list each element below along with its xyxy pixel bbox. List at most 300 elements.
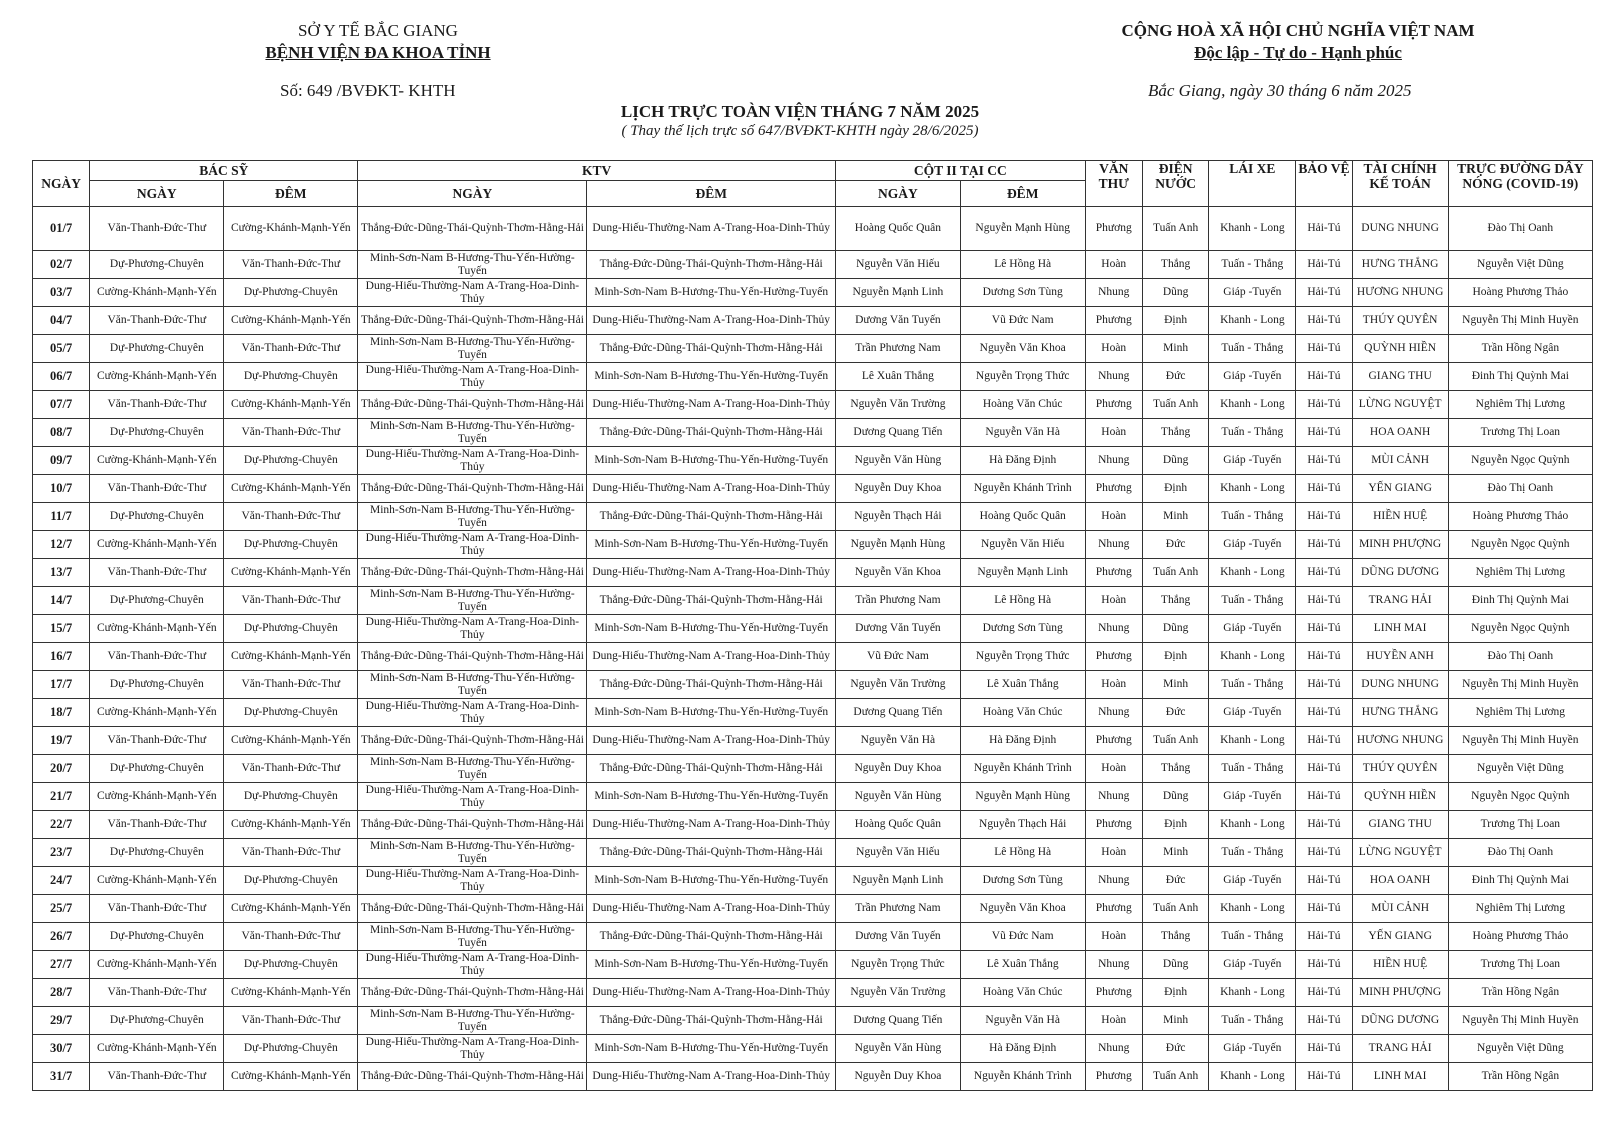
finance-cell: HƯƠNG NHUNG: [1352, 279, 1448, 307]
table-row: [33, 279, 1593, 307]
driver-cell: Tuấn - Thắng: [1209, 755, 1296, 783]
electric-water-cell: Tuấn Anh: [1142, 207, 1208, 251]
electric-water-cell: Định: [1142, 475, 1208, 503]
driver-cell: Giáp -Tuyến: [1209, 951, 1296, 979]
emergency-night-cell: Nguyễn Mạnh Hùng: [960, 783, 1085, 811]
national-header: [1098, 20, 1498, 64]
doctor-day-cell: Văn-Thanh-Đức-Thư: [90, 727, 224, 755]
emergency-day-cell: Dương Quang Tiến: [836, 699, 961, 727]
schedule-body: [33, 207, 1593, 1091]
finance-cell: QUỲNH HIỀN: [1352, 783, 1448, 811]
tech-night-cell: Thắng-Đức-Dũng-Thái-Quỳnh-Thơm-Hằng-Hải: [587, 839, 836, 867]
clerk-cell: Nhung: [1085, 699, 1142, 727]
doctor-night-cell: Cường-Khánh-Mạnh-Yến: [224, 727, 358, 755]
doctor-night-cell: Dự-Phương-Chuyên: [224, 447, 358, 475]
doctor-night-cell: Văn-Thanh-Đức-Thư: [224, 251, 358, 279]
emergency-day-cell: Nguyễn Duy Khoa: [836, 1063, 961, 1091]
tech-day-cell: Thắng-Đức-Dũng-Thái-Quỳnh-Thơm-Hằng-Hải: [358, 811, 587, 839]
date-cell: 05/7: [33, 335, 90, 363]
clerk-cell: Nhung: [1085, 615, 1142, 643]
finance-cell: TRANG HẢI: [1352, 587, 1448, 615]
tech-day-cell: Thắng-Đức-Dũng-Thái-Quỳnh-Thơm-Hằng-Hải: [358, 1063, 587, 1091]
emergency-day-cell: Dương Quang Tiến: [836, 1007, 961, 1035]
clerk-cell: Hoàn: [1085, 335, 1142, 363]
finance-cell: GIANG THU: [1352, 363, 1448, 391]
table-row: [33, 559, 1593, 587]
doctor-night-cell: Cường-Khánh-Mạnh-Yến: [224, 979, 358, 1007]
clerk-cell: Phương: [1085, 979, 1142, 1007]
tech-night-cell: Thắng-Đức-Dũng-Thái-Quỳnh-Thơm-Hằng-Hải: [587, 671, 836, 699]
table-row: [33, 503, 1593, 531]
emergency-night-cell: Dương Sơn Tùng: [960, 615, 1085, 643]
tech-night-cell: Minh-Sơn-Nam B-Hương-Thu-Yến-Hường-Tuyến: [587, 867, 836, 895]
col-header-hotline: TRỰC ĐƯỜNG DÂY NÓNG (COVID-19): [1448, 161, 1592, 207]
emergency-day-cell: Nguyễn Văn Trường: [836, 391, 961, 419]
clerk-cell: Nhung: [1085, 951, 1142, 979]
tech-night-cell: Thắng-Đức-Dũng-Thái-Quỳnh-Thơm-Hằng-Hải: [587, 335, 836, 363]
tech-night-cell: Minh-Sơn-Nam B-Hương-Thu-Yến-Hường-Tuyến: [587, 363, 836, 391]
tech-night-cell: Minh-Sơn-Nam B-Hương-Thu-Yến-Hường-Tuyến: [587, 699, 836, 727]
emergency-night-cell: Nguyễn Khánh Trình: [960, 1063, 1085, 1091]
national-title: CỘNG HOÀ XÃ HỘI CHỦ NGHĨA VIỆT NAM: [1121, 21, 1475, 40]
doctor-day-cell: Văn-Thanh-Đức-Thư: [90, 1063, 224, 1091]
tech-night-cell: Dung-Hiếu-Thường-Nam A-Trang-Hoa-Dinh-Thủy: [587, 643, 836, 671]
security-cell: Hải-Tú: [1296, 1007, 1352, 1035]
table-row: [33, 615, 1593, 643]
tech-day-cell: Dung-Hiếu-Thường-Nam A-Trang-Hoa-Dinh-Thủy: [358, 783, 587, 811]
doctor-night-cell: Văn-Thanh-Đức-Thư: [224, 503, 358, 531]
hotline-cell: Nghiêm Thị Lương: [1448, 699, 1592, 727]
driver-cell: Khanh - Long: [1209, 979, 1296, 1007]
table-row: [33, 979, 1593, 1007]
col-header-tech-night: ĐÊM: [587, 181, 836, 207]
date-cell: 31/7: [33, 1063, 90, 1091]
date-cell: 14/7: [33, 587, 90, 615]
document-number: Số: 649 /BVĐKT- KHTH: [280, 81, 456, 100]
electric-water-cell: Dũng: [1142, 279, 1208, 307]
date-cell: 29/7: [33, 1007, 90, 1035]
security-cell: Hải-Tú: [1296, 531, 1352, 559]
duty-schedule-table: [32, 160, 1593, 1091]
doctor-day-cell: Cường-Khánh-Mạnh-Yến: [90, 531, 224, 559]
doctor-night-cell: Dự-Phương-Chuyên: [224, 1035, 358, 1063]
clerk-cell: Hoàn: [1085, 671, 1142, 699]
date-cell: 22/7: [33, 811, 90, 839]
electric-water-cell: Tuấn Anh: [1142, 559, 1208, 587]
tech-day-cell: Thắng-Đức-Dũng-Thái-Quỳnh-Thơm-Hằng-Hải: [358, 643, 587, 671]
doctor-day-cell: Văn-Thanh-Đức-Thư: [90, 979, 224, 1007]
tech-night-cell: Thắng-Đức-Dũng-Thái-Quỳnh-Thơm-Hằng-Hải: [587, 251, 836, 279]
date-cell: 01/7: [33, 207, 90, 251]
date-cell: 21/7: [33, 783, 90, 811]
electric-water-cell: Tuấn Anh: [1142, 1063, 1208, 1091]
col-header-driver: LÁI XE: [1209, 161, 1296, 207]
driver-cell: Khanh - Long: [1209, 643, 1296, 671]
doctor-day-cell: Dự-Phương-Chuyên: [90, 923, 224, 951]
emergency-night-cell: Lê Hồng Hà: [960, 587, 1085, 615]
col-header-date: NGÀY: [33, 161, 90, 207]
doctor-day-cell: Dự-Phương-Chuyên: [90, 419, 224, 447]
date-cell: 07/7: [33, 391, 90, 419]
clerk-cell: Phương: [1085, 811, 1142, 839]
driver-cell: Khanh - Long: [1209, 307, 1296, 335]
clerk-cell: Hoàn: [1085, 755, 1142, 783]
tech-day-cell: Minh-Sơn-Nam B-Hương-Thu-Yến-Hường-Tuyến: [358, 755, 587, 783]
emergency-night-cell: Nguyễn Trọng Thức: [960, 363, 1085, 391]
driver-cell: Giáp -Tuyến: [1209, 363, 1296, 391]
electric-water-cell: Đức: [1142, 699, 1208, 727]
emergency-night-cell: Lê Hồng Hà: [960, 251, 1085, 279]
electric-water-cell: Thắng: [1142, 587, 1208, 615]
electric-water-cell: Tuấn Anh: [1142, 727, 1208, 755]
doctor-night-cell: Văn-Thanh-Đức-Thư: [224, 587, 358, 615]
table-row: [33, 895, 1593, 923]
hotline-cell: Nguyễn Ngọc Quỳnh: [1448, 531, 1592, 559]
emergency-night-cell: Dương Sơn Tùng: [960, 279, 1085, 307]
doctor-day-cell: Cường-Khánh-Mạnh-Yến: [90, 447, 224, 475]
doctor-night-cell: Dự-Phương-Chuyên: [224, 615, 358, 643]
date-cell: 10/7: [33, 475, 90, 503]
finance-cell: LỪNG NGUYỆT: [1352, 839, 1448, 867]
security-cell: Hải-Tú: [1296, 979, 1352, 1007]
tech-day-cell: Dung-Hiếu-Thường-Nam A-Trang-Hoa-Dinh-Thủy: [358, 447, 587, 475]
doctor-day-cell: Dự-Phương-Chuyên: [90, 251, 224, 279]
col-header-security: BẢO VỆ: [1296, 161, 1352, 207]
electric-water-cell: Minh: [1142, 335, 1208, 363]
doctor-night-cell: Văn-Thanh-Đức-Thư: [224, 335, 358, 363]
hotline-cell: Nguyễn Thị Minh Huyền: [1448, 671, 1592, 699]
security-cell: Hải-Tú: [1296, 307, 1352, 335]
emergency-day-cell: Dương Quang Tiến: [836, 419, 961, 447]
table-row: [33, 307, 1593, 335]
col-header-tech-day: NGÀY: [358, 181, 587, 207]
emergency-day-cell: Nguyễn Duy Khoa: [836, 475, 961, 503]
hotline-cell: Trương Thị Loan: [1448, 951, 1592, 979]
doctor-night-cell: Văn-Thanh-Đức-Thư: [224, 419, 358, 447]
emergency-day-cell: Trần Phương Nam: [836, 335, 961, 363]
driver-cell: Giáp -Tuyến: [1209, 531, 1296, 559]
security-cell: Hải-Tú: [1296, 727, 1352, 755]
security-cell: Hải-Tú: [1296, 475, 1352, 503]
driver-cell: Giáp -Tuyến: [1209, 1035, 1296, 1063]
emergency-day-cell: Nguyễn Văn Hà: [836, 727, 961, 755]
emergency-day-cell: Trần Phương Nam: [836, 587, 961, 615]
doctor-day-cell: Văn-Thanh-Đức-Thư: [90, 391, 224, 419]
doctor-day-cell: Cường-Khánh-Mạnh-Yến: [90, 279, 224, 307]
doctor-day-cell: Cường-Khánh-Mạnh-Yến: [90, 951, 224, 979]
agency-header: [228, 20, 528, 64]
clerk-cell: Phương: [1085, 307, 1142, 335]
tech-night-cell: Dung-Hiếu-Thường-Nam A-Trang-Hoa-Dinh-Thủy: [587, 207, 836, 251]
emergency-day-cell: Nguyễn Văn Hiếu: [836, 839, 961, 867]
driver-cell: Khanh - Long: [1209, 811, 1296, 839]
finance-cell: HƯƠNG NHUNG: [1352, 727, 1448, 755]
doctor-day-cell: Dự-Phương-Chuyên: [90, 755, 224, 783]
security-cell: Hải-Tú: [1296, 503, 1352, 531]
table-row: [33, 783, 1593, 811]
table-row: [33, 755, 1593, 783]
date-cell: 26/7: [33, 923, 90, 951]
date-cell: 23/7: [33, 839, 90, 867]
table-row: [33, 475, 1593, 503]
emergency-night-cell: Nguyễn Văn Khoa: [960, 335, 1085, 363]
security-cell: Hải-Tú: [1296, 615, 1352, 643]
finance-cell: LINH MAI: [1352, 1063, 1448, 1091]
hotline-cell: Nguyễn Thị Minh Huyền: [1448, 307, 1592, 335]
emergency-night-cell: Nguyễn Mạnh Linh: [960, 559, 1085, 587]
date-cell: 09/7: [33, 447, 90, 475]
date-cell: 08/7: [33, 419, 90, 447]
table-row: [33, 1063, 1593, 1091]
doctor-day-cell: Dự-Phương-Chuyên: [90, 335, 224, 363]
security-cell: Hải-Tú: [1296, 699, 1352, 727]
emergency-day-cell: Nguyễn Mạnh Linh: [836, 279, 961, 307]
emergency-night-cell: Vũ Đức Nam: [960, 307, 1085, 335]
table-row: [33, 811, 1593, 839]
emergency-night-cell: Nguyễn Mạnh Hùng: [960, 207, 1085, 251]
electric-water-cell: Đức: [1142, 867, 1208, 895]
electric-water-cell: Minh: [1142, 671, 1208, 699]
table-row: [33, 335, 1593, 363]
hotline-cell: Nghiêm Thị Lương: [1448, 895, 1592, 923]
clerk-cell: Hoàn: [1085, 251, 1142, 279]
document-date: Bắc Giang, ngày 30 tháng 6 năm 2025: [1148, 81, 1412, 100]
doctor-day-cell: Văn-Thanh-Đức-Thư: [90, 811, 224, 839]
security-cell: Hải-Tú: [1296, 207, 1352, 251]
doctor-day-cell: Cường-Khánh-Mạnh-Yến: [90, 1035, 224, 1063]
driver-cell: Khanh - Long: [1209, 895, 1296, 923]
tech-night-cell: Dung-Hiếu-Thường-Nam A-Trang-Hoa-Dinh-Thủy: [587, 391, 836, 419]
tech-day-cell: Thắng-Đức-Dũng-Thái-Quỳnh-Thơm-Hằng-Hải: [358, 559, 587, 587]
tech-night-cell: Thắng-Đức-Dũng-Thái-Quỳnh-Thơm-Hằng-Hải: [587, 503, 836, 531]
clerk-cell: Hoàn: [1085, 503, 1142, 531]
hotline-cell: Nguyễn Việt Dũng: [1448, 755, 1592, 783]
hotline-cell: Hoàng Phương Thảo: [1448, 503, 1592, 531]
col-group-doctors: BÁC SỸ: [90, 161, 358, 181]
hotline-cell: Trương Thị Loan: [1448, 811, 1592, 839]
hotline-cell: Nguyễn Việt Dũng: [1448, 251, 1592, 279]
tech-night-cell: Thắng-Đức-Dũng-Thái-Quỳnh-Thơm-Hằng-Hải: [587, 419, 836, 447]
doctor-night-cell: Dự-Phương-Chuyên: [224, 699, 358, 727]
emergency-day-cell: Hoàng Quốc Quân: [836, 811, 961, 839]
tech-day-cell: Thắng-Đức-Dũng-Thái-Quỳnh-Thơm-Hằng-Hải: [358, 475, 587, 503]
driver-cell: Tuấn - Thắng: [1209, 503, 1296, 531]
finance-cell: HOA OANH: [1352, 419, 1448, 447]
date-cell: 15/7: [33, 615, 90, 643]
driver-cell: Giáp -Tuyến: [1209, 699, 1296, 727]
electric-water-cell: Đức: [1142, 531, 1208, 559]
finance-cell: MINH PHƯỢNG: [1352, 531, 1448, 559]
electric-water-cell: Tuấn Anh: [1142, 391, 1208, 419]
doctor-night-cell: Văn-Thanh-Đức-Thư: [224, 923, 358, 951]
emergency-day-cell: Trần Phương Nam: [836, 895, 961, 923]
hotline-cell: Hoàng Phương Thảo: [1448, 279, 1592, 307]
security-cell: Hải-Tú: [1296, 923, 1352, 951]
emergency-day-cell: Nguyễn Văn Hiếu: [836, 251, 961, 279]
table-row: [33, 867, 1593, 895]
tech-night-cell: Minh-Sơn-Nam B-Hương-Thu-Yến-Hường-Tuyến: [587, 951, 836, 979]
tech-day-cell: Thắng-Đức-Dũng-Thái-Quỳnh-Thơm-Hằng-Hải: [358, 307, 587, 335]
electric-water-cell: Định: [1142, 307, 1208, 335]
driver-cell: Khanh - Long: [1209, 475, 1296, 503]
security-cell: Hải-Tú: [1296, 447, 1352, 475]
tech-day-cell: Dung-Hiếu-Thường-Nam A-Trang-Hoa-Dinh-Thủy: [358, 951, 587, 979]
clerk-cell: Phương: [1085, 559, 1142, 587]
clerk-cell: Nhung: [1085, 279, 1142, 307]
clerk-cell: Nhung: [1085, 447, 1142, 475]
table-row: [33, 419, 1593, 447]
emergency-day-cell: Nguyễn Văn Khoa: [836, 559, 961, 587]
clerk-cell: Nhung: [1085, 1035, 1142, 1063]
security-cell: Hải-Tú: [1296, 643, 1352, 671]
doctor-night-cell: Dự-Phương-Chuyên: [224, 531, 358, 559]
emergency-night-cell: Nguyễn Trọng Thức: [960, 643, 1085, 671]
doctor-night-cell: Văn-Thanh-Đức-Thư: [224, 1007, 358, 1035]
finance-cell: HIỀN HUỆ: [1352, 503, 1448, 531]
clerk-cell: Nhung: [1085, 531, 1142, 559]
date-cell: 13/7: [33, 559, 90, 587]
electric-water-cell: Đức: [1142, 363, 1208, 391]
table-row: [33, 923, 1593, 951]
date-cell: 20/7: [33, 755, 90, 783]
date-cell: 11/7: [33, 503, 90, 531]
clerk-cell: Hoàn: [1085, 1007, 1142, 1035]
doctor-day-cell: Cường-Khánh-Mạnh-Yến: [90, 699, 224, 727]
doctor-night-cell: Cường-Khánh-Mạnh-Yến: [224, 559, 358, 587]
finance-cell: DUNG NHUNG: [1352, 671, 1448, 699]
electric-water-cell: Định: [1142, 643, 1208, 671]
doctor-night-cell: Dự-Phương-Chuyên: [224, 363, 358, 391]
finance-cell: YẾN GIANG: [1352, 475, 1448, 503]
tech-night-cell: Dung-Hiếu-Thường-Nam A-Trang-Hoa-Dinh-Thủy: [587, 475, 836, 503]
table-row: [33, 531, 1593, 559]
hotline-cell: Đào Thị Oanh: [1448, 839, 1592, 867]
col-group-technicians: KTV: [358, 161, 836, 181]
security-cell: Hải-Tú: [1296, 419, 1352, 447]
security-cell: Hải-Tú: [1296, 671, 1352, 699]
tech-day-cell: Minh-Sơn-Nam B-Hương-Thu-Yến-Hường-Tuyến: [358, 503, 587, 531]
emergency-day-cell: Nguyễn Mạnh Hùng: [836, 531, 961, 559]
hotline-cell: Trương Thị Loan: [1448, 419, 1592, 447]
table-row: [33, 251, 1593, 279]
clerk-cell: Hoàn: [1085, 923, 1142, 951]
doctor-day-cell: Dự-Phương-Chuyên: [90, 587, 224, 615]
driver-cell: Khanh - Long: [1209, 1063, 1296, 1091]
col-header-clerk: VĂN THƯ: [1085, 161, 1142, 207]
tech-night-cell: Dung-Hiếu-Thường-Nam A-Trang-Hoa-Dinh-Thủy: [587, 811, 836, 839]
security-cell: Hải-Tú: [1296, 391, 1352, 419]
driver-cell: Khanh - Long: [1209, 391, 1296, 419]
finance-cell: HOA OANH: [1352, 867, 1448, 895]
date-cell: 19/7: [33, 727, 90, 755]
tech-night-cell: Dung-Hiếu-Thường-Nam A-Trang-Hoa-Dinh-Thủy: [587, 559, 836, 587]
tech-night-cell: Minh-Sơn-Nam B-Hương-Thu-Yến-Hường-Tuyến: [587, 279, 836, 307]
emergency-day-cell: Nguyễn Mạnh Linh: [836, 867, 961, 895]
electric-water-cell: Thắng: [1142, 923, 1208, 951]
tech-night-cell: Minh-Sơn-Nam B-Hương-Thu-Yến-Hường-Tuyến: [587, 531, 836, 559]
doctor-night-cell: Cường-Khánh-Mạnh-Yến: [224, 1063, 358, 1091]
col-header-finance: TÀI CHÍNH KẾ TOÁN: [1352, 161, 1448, 207]
emergency-day-cell: Nguyễn Văn Trường: [836, 979, 961, 1007]
clerk-cell: Phương: [1085, 895, 1142, 923]
finance-cell: DUNG NHUNG: [1352, 207, 1448, 251]
tech-day-cell: Thắng-Đức-Dũng-Thái-Quỳnh-Thơm-Hằng-Hải: [358, 207, 587, 251]
table-row: [33, 1035, 1593, 1063]
driver-cell: Tuấn - Thắng: [1209, 419, 1296, 447]
clerk-cell: Nhung: [1085, 783, 1142, 811]
tech-night-cell: Dung-Hiếu-Thường-Nam A-Trang-Hoa-Dinh-Thủy: [587, 1063, 836, 1091]
driver-cell: Giáp -Tuyến: [1209, 447, 1296, 475]
driver-cell: Giáp -Tuyến: [1209, 867, 1296, 895]
driver-cell: Tuấn - Thắng: [1209, 251, 1296, 279]
emergency-night-cell: Hoàng Quốc Quân: [960, 503, 1085, 531]
table-row: [33, 839, 1593, 867]
tech-day-cell: Thắng-Đức-Dũng-Thái-Quỳnh-Thơm-Hằng-Hải: [358, 727, 587, 755]
driver-cell: Khanh - Long: [1209, 207, 1296, 251]
driver-cell: Tuấn - Thắng: [1209, 671, 1296, 699]
finance-cell: MÙI CẢNH: [1352, 895, 1448, 923]
emergency-night-cell: Dương Sơn Tùng: [960, 867, 1085, 895]
driver-cell: Tuấn - Thắng: [1209, 839, 1296, 867]
emergency-night-cell: Lê Hồng Hà: [960, 839, 1085, 867]
hotline-cell: Nghiêm Thị Lương: [1448, 391, 1592, 419]
tech-night-cell: Thắng-Đức-Dũng-Thái-Quỳnh-Thơm-Hằng-Hải: [587, 587, 836, 615]
hotline-cell: Nguyễn Thị Minh Huyền: [1448, 727, 1592, 755]
hotline-cell: Đinh Thị Quỳnh Mai: [1448, 867, 1592, 895]
doctor-night-cell: Cường-Khánh-Mạnh-Yến: [224, 895, 358, 923]
electric-water-cell: Dũng: [1142, 951, 1208, 979]
tech-night-cell: Thắng-Đức-Dũng-Thái-Quỳnh-Thơm-Hằng-Hải: [587, 923, 836, 951]
finance-cell: YẾN GIANG: [1352, 923, 1448, 951]
hotline-cell: Nguyễn Ngọc Quỳnh: [1448, 615, 1592, 643]
security-cell: Hải-Tú: [1296, 839, 1352, 867]
security-cell: Hải-Tú: [1296, 363, 1352, 391]
security-cell: Hải-Tú: [1296, 811, 1352, 839]
emergency-night-cell: Hà Đăng Định: [960, 727, 1085, 755]
doctor-day-cell: Dự-Phương-Chuyên: [90, 503, 224, 531]
page-title: LỊCH TRỰC TOÀN VIỆN THÁNG 7 NĂM 2025: [620, 102, 980, 121]
tech-day-cell: Dung-Hiếu-Thường-Nam A-Trang-Hoa-Dinh-Thủy: [358, 615, 587, 643]
emergency-night-cell: Nguyễn Thạch Hải: [960, 811, 1085, 839]
finance-cell: THÚY QUYÊN: [1352, 307, 1448, 335]
col-header-doctor-night: ĐÊM: [224, 181, 358, 207]
finance-cell: QUỲNH HIỀN: [1352, 335, 1448, 363]
finance-cell: TRANG HẢI: [1352, 1035, 1448, 1063]
clerk-cell: Hoàn: [1085, 587, 1142, 615]
table-row: [33, 447, 1593, 475]
tech-night-cell: Minh-Sơn-Nam B-Hương-Thu-Yến-Hường-Tuyến: [587, 783, 836, 811]
emergency-night-cell: Hoàng Văn Chúc: [960, 699, 1085, 727]
date-cell: 06/7: [33, 363, 90, 391]
date-cell: 17/7: [33, 671, 90, 699]
doctor-day-cell: Văn-Thanh-Đức-Thư: [90, 207, 224, 251]
tech-night-cell: Dung-Hiếu-Thường-Nam A-Trang-Hoa-Dinh-Thủy: [587, 307, 836, 335]
security-cell: Hải-Tú: [1296, 1063, 1352, 1091]
electric-water-cell: Dũng: [1142, 447, 1208, 475]
clerk-cell: Phương: [1085, 475, 1142, 503]
emergency-day-cell: Nguyễn Văn Hùng: [836, 783, 961, 811]
date-cell: 16/7: [33, 643, 90, 671]
table-row: [33, 391, 1593, 419]
security-cell: Hải-Tú: [1296, 587, 1352, 615]
col-header-emergency-night: ĐÊM: [960, 181, 1085, 207]
emergency-day-cell: Vũ Đức Nam: [836, 643, 961, 671]
security-cell: Hải-Tú: [1296, 895, 1352, 923]
electric-water-cell: Thắng: [1142, 251, 1208, 279]
hotline-cell: Nguyễn Ngọc Quỳnh: [1448, 783, 1592, 811]
tech-night-cell: Minh-Sơn-Nam B-Hương-Thu-Yến-Hường-Tuyến: [587, 615, 836, 643]
emergency-night-cell: Nguyễn Văn Khoa: [960, 895, 1085, 923]
